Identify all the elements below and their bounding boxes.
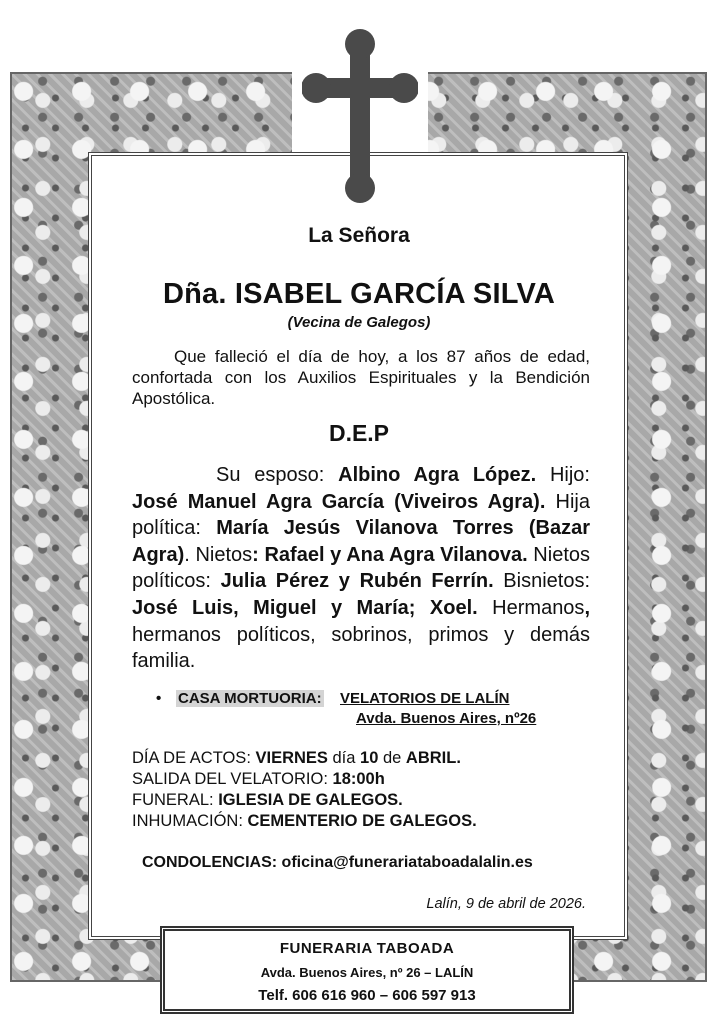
actos-segment: día bbox=[327, 749, 361, 767]
funeral-home-address: Avda. Buenos Aires, nº 26 – LALÍN bbox=[260, 965, 474, 980]
family-segment: Albino Agra López. bbox=[338, 464, 537, 486]
casa-address: Avda. Buenos Aires, nº26 bbox=[356, 710, 537, 727]
dep-heading: D.E.P bbox=[328, 420, 390, 446]
bullet-icon: • bbox=[156, 690, 162, 707]
condolences-line: CONDOLENCIAS: oficina@funerariataboadalalin.es bbox=[142, 854, 533, 871]
actos-segment: ABRIL. bbox=[405, 749, 461, 767]
intro-paragraph: Que falleció el día de hoy, a los 87 años de edad, confortada con los Auxilios Espirituales y la Bendición Apostólica. bbox=[132, 347, 590, 408]
actos-line bbox=[132, 790, 592, 811]
actos-segment: 10 bbox=[360, 749, 379, 767]
actos-line bbox=[132, 811, 592, 832]
date-line: Lalín, 9 de abril de 2026. bbox=[426, 896, 586, 912]
family-paragraph bbox=[132, 462, 590, 675]
funeral-home-box bbox=[160, 926, 574, 1014]
family-segment: Su esposo: bbox=[216, 464, 339, 486]
actos-segment: SALIDA DEL VELATORIO: bbox=[132, 770, 333, 788]
deceased-name: Dña. ISABEL GARCÍA SILVA bbox=[162, 278, 556, 310]
family-segment: , bbox=[584, 596, 590, 619]
actos-segment: FUNERAL: bbox=[132, 791, 219, 809]
funeral-home-name: FUNERARIA TABOADA bbox=[279, 940, 455, 957]
deceased-origin: (Vecina de Galegos) bbox=[287, 314, 431, 331]
casa-label: CASA MORTUORIA: bbox=[178, 690, 322, 707]
family-segment: hermanos políticos, sobrinos, primos y demás familia. bbox=[132, 623, 590, 673]
family-segment: Bisnietos: bbox=[493, 570, 591, 593]
casa-value: VELATORIOS DE LALÍN bbox=[340, 690, 510, 707]
family-segment: Hija política: bbox=[132, 490, 590, 540]
family-segment: . Nietos bbox=[184, 543, 253, 566]
actos-segment: INHUMACIÓN: bbox=[132, 812, 248, 830]
actos-segment: VIERNES bbox=[255, 749, 328, 767]
family-segment: José Manuel Agra García (Viveiros Agra). bbox=[132, 490, 546, 513]
actos-segment: IGLESIA DE GALEGOS. bbox=[218, 791, 403, 809]
actos-segment: DÍA DE ACTOS: bbox=[132, 749, 256, 767]
family-segment: María Jesús Vilanova Torres (Bazar Agra) bbox=[132, 517, 590, 566]
actos-line bbox=[132, 748, 592, 769]
funeral-home-phone: Telf. 606 616 960 – 606 597 913 bbox=[258, 987, 476, 1004]
family-segment: Nietos políticos: bbox=[132, 543, 590, 593]
family-segment: José Luis, Miguel y María; Xoel. bbox=[132, 596, 478, 619]
cross-icon bbox=[302, 28, 418, 204]
actos-segment: CEMENTERIO DE GALEGOS. bbox=[247, 812, 477, 830]
actos-line bbox=[132, 769, 592, 790]
actos-block bbox=[132, 748, 592, 832]
family-segment: Julia Pérez y Rubén Ferrín. bbox=[220, 570, 494, 593]
family-segment: Hermanos bbox=[477, 596, 585, 619]
family-segment: Hijo: bbox=[536, 464, 590, 486]
actos-segment: 18:00h bbox=[332, 770, 385, 788]
actos-segment: de bbox=[378, 749, 406, 767]
page-title: La Señora bbox=[308, 224, 410, 247]
family-segment: : Rafael y Ana Agra Vilanova. bbox=[252, 543, 528, 566]
